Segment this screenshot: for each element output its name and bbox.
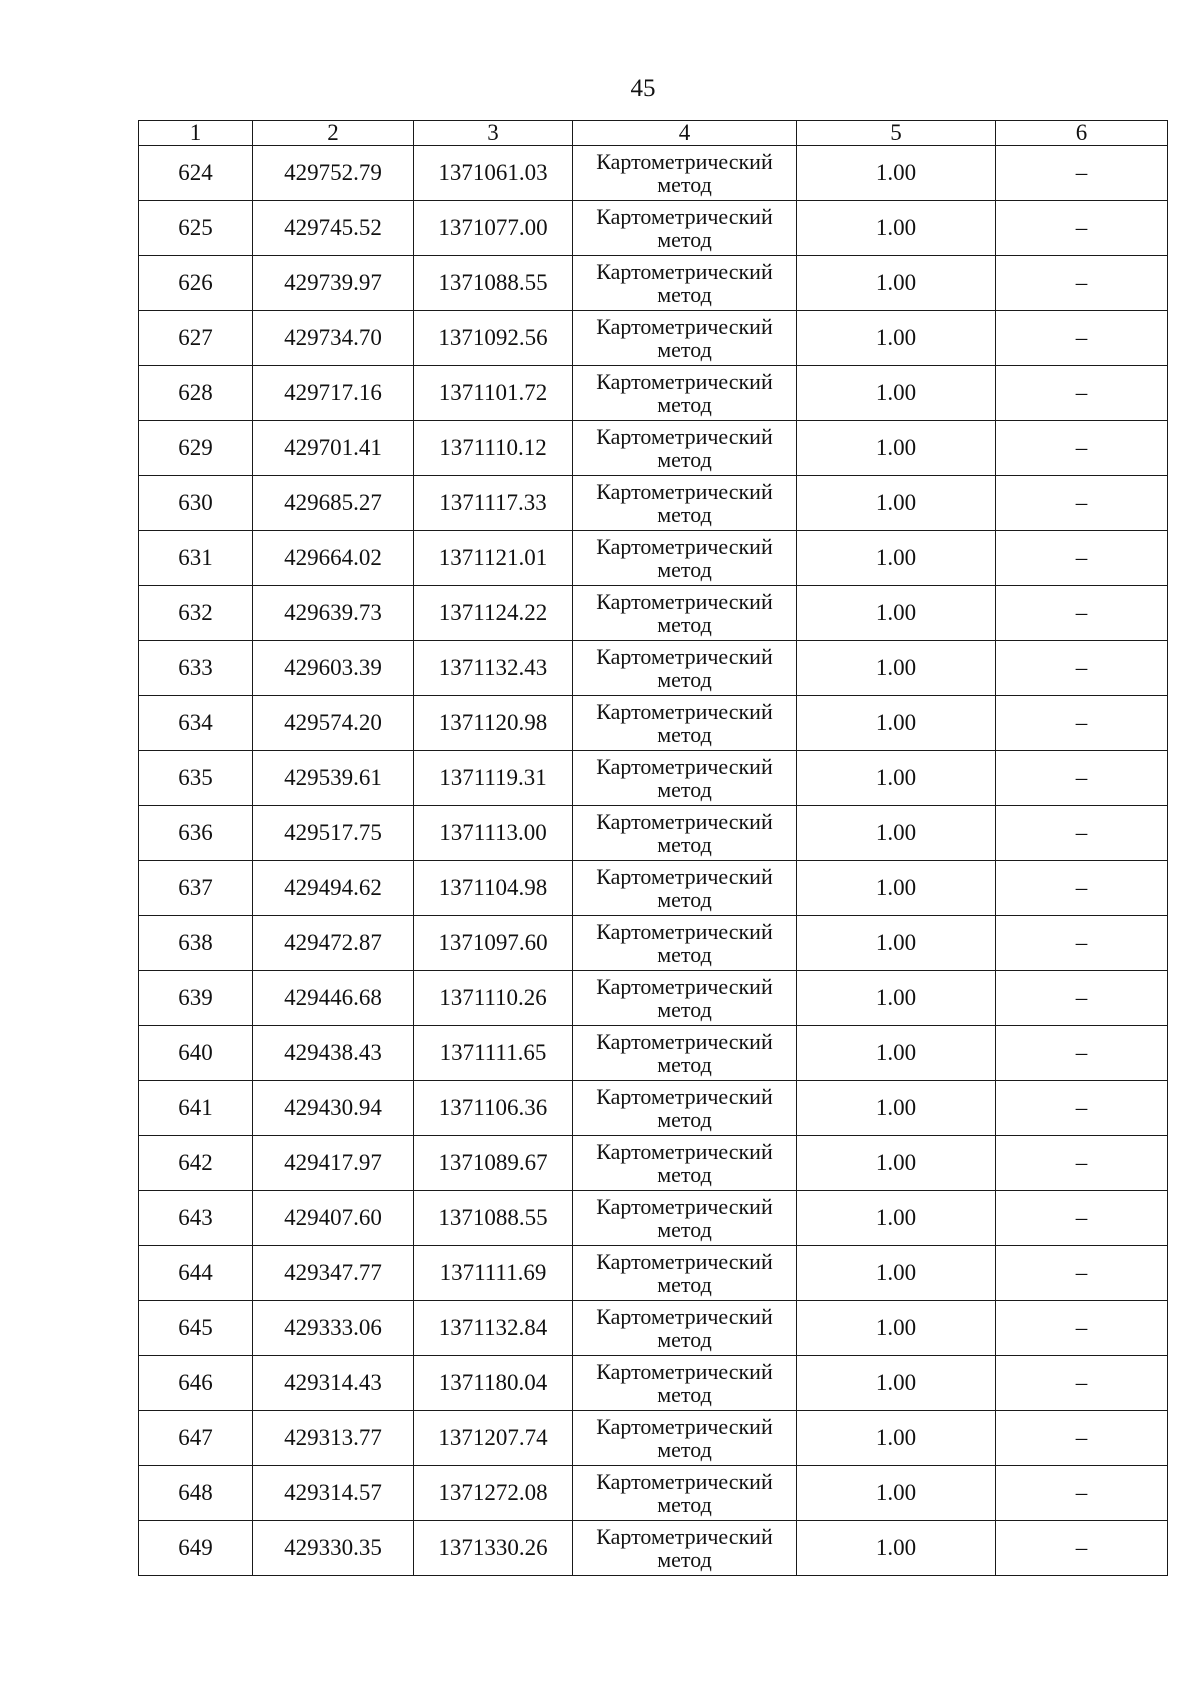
accuracy-cell: 1.00 (797, 641, 996, 696)
method-label-line2: метод (657, 1217, 712, 1242)
point-number-cell: 644 (139, 1246, 253, 1301)
method-cell (573, 751, 797, 806)
page-number: 45 (630, 75, 656, 102)
y-coordinate-cell: 1371207.74 (414, 1411, 573, 1466)
accuracy-cell: 1.00 (797, 916, 996, 971)
table-row (139, 1026, 1168, 1081)
table-row (139, 531, 1168, 586)
method-label-line1: Картометрический (596, 479, 773, 504)
column-header-6: 6 (996, 121, 1168, 146)
accuracy-cell: 1.00 (797, 1026, 996, 1081)
table-row (139, 256, 1168, 311)
x-coordinate-cell: 429313.77 (253, 1411, 414, 1466)
point-number-cell: 646 (139, 1356, 253, 1411)
note-cell: – (996, 146, 1168, 201)
table-row (139, 1191, 1168, 1246)
y-coordinate-cell: 1371124.22 (414, 586, 573, 641)
point-number-cell: 637 (139, 861, 253, 916)
method-label-line2: метод (657, 1052, 712, 1077)
method-label-line2: метод (657, 1382, 712, 1407)
y-coordinate-cell: 1371119.31 (414, 751, 573, 806)
accuracy-cell: 1.00 (797, 476, 996, 531)
method-label-line2: метод (657, 612, 712, 637)
point-number-cell: 649 (139, 1521, 253, 1576)
method-label-line1: Картометрический (596, 1414, 773, 1439)
method-cell (573, 586, 797, 641)
note-cell: – (996, 1466, 1168, 1521)
header-row (139, 121, 1168, 146)
method-label-line1: Картометрический (596, 1469, 773, 1494)
method-label-line2: метод (657, 1437, 712, 1462)
method-label-line1: Картометрический (596, 864, 773, 889)
y-coordinate-cell: 1371097.60 (414, 916, 573, 971)
point-number-cell: 630 (139, 476, 253, 531)
method-cell (573, 861, 797, 916)
method-label-line1: Картометрический (596, 1524, 773, 1549)
table-row (139, 421, 1168, 476)
x-coordinate-cell: 429517.75 (253, 806, 414, 861)
accuracy-cell: 1.00 (797, 751, 996, 806)
note-cell: – (996, 1521, 1168, 1576)
method-cell (573, 1521, 797, 1576)
method-label-line1: Картометрический (596, 1029, 773, 1054)
accuracy-cell: 1.00 (797, 586, 996, 641)
method-cell (573, 806, 797, 861)
method-cell (573, 1301, 797, 1356)
x-coordinate-cell: 429407.60 (253, 1191, 414, 1246)
method-label-line1: Картометрический (596, 699, 773, 724)
y-coordinate-cell: 1371272.08 (414, 1466, 573, 1521)
x-coordinate-cell: 429603.39 (253, 641, 414, 696)
method-label-line1: Картометрический (596, 1249, 773, 1274)
y-coordinate-cell: 1371077.00 (414, 201, 573, 256)
table-row (139, 1411, 1168, 1466)
table-row (139, 1466, 1168, 1521)
point-number-cell: 624 (139, 146, 253, 201)
column-header-2: 2 (253, 121, 414, 146)
x-coordinate-cell: 429494.62 (253, 861, 414, 916)
table-row (139, 311, 1168, 366)
x-coordinate-cell: 429438.43 (253, 1026, 414, 1081)
accuracy-cell: 1.00 (797, 1466, 996, 1521)
table-row (139, 806, 1168, 861)
method-label-line1: Картометрический (596, 1139, 773, 1164)
method-label-line1: Картометрический (596, 644, 773, 669)
x-coordinate-cell: 429752.79 (253, 146, 414, 201)
x-coordinate-cell: 429539.61 (253, 751, 414, 806)
method-label-line1: Картометрический (596, 424, 773, 449)
method-label-line1: Картометрический (596, 1084, 773, 1109)
y-coordinate-cell: 1371111.65 (414, 1026, 573, 1081)
point-number-cell: 638 (139, 916, 253, 971)
note-cell: – (996, 1136, 1168, 1191)
y-coordinate-cell: 1371132.84 (414, 1301, 573, 1356)
method-label-line1: Картометрический (596, 1304, 773, 1329)
note-cell: – (996, 586, 1168, 641)
point-number-cell: 641 (139, 1081, 253, 1136)
method-cell (573, 1136, 797, 1191)
y-coordinate-cell: 1371106.36 (414, 1081, 573, 1136)
note-cell: – (996, 1026, 1168, 1081)
coordinates-table (138, 120, 1168, 1576)
table-row (139, 1521, 1168, 1576)
y-coordinate-cell: 1371113.00 (414, 806, 573, 861)
note-cell: – (996, 201, 1168, 256)
note-cell: – (996, 861, 1168, 916)
method-label-line2: метод (657, 172, 712, 197)
x-coordinate-cell: 429333.06 (253, 1301, 414, 1356)
accuracy-cell: 1.00 (797, 146, 996, 201)
table-row (139, 201, 1168, 256)
method-cell (573, 971, 797, 1026)
table-body (139, 146, 1168, 1576)
method-label-line2: метод (657, 502, 712, 527)
y-coordinate-cell: 1371104.98 (414, 861, 573, 916)
note-cell: – (996, 366, 1168, 421)
y-coordinate-cell: 1371101.72 (414, 366, 573, 421)
method-label-line1: Картометрический (596, 259, 773, 284)
x-coordinate-cell: 429314.57 (253, 1466, 414, 1521)
point-number-cell: 626 (139, 256, 253, 311)
point-number-cell: 631 (139, 531, 253, 586)
table-row (139, 366, 1168, 421)
method-cell (573, 201, 797, 256)
method-cell (573, 1466, 797, 1521)
note-cell: – (996, 1356, 1168, 1411)
y-coordinate-cell: 1371089.67 (414, 1136, 573, 1191)
point-number-cell: 636 (139, 806, 253, 861)
method-cell (573, 916, 797, 971)
method-label-line2: метод (657, 1547, 712, 1572)
accuracy-cell: 1.00 (797, 861, 996, 916)
method-label-line2: метод (657, 447, 712, 472)
method-label-line1: Картометрический (596, 534, 773, 559)
table-row (139, 1136, 1168, 1191)
method-label-line1: Картометрический (596, 754, 773, 779)
point-number-cell: 634 (139, 696, 253, 751)
method-label-line1: Картометрический (596, 974, 773, 999)
method-label-line2: метод (657, 997, 712, 1022)
point-number-cell: 632 (139, 586, 253, 641)
x-coordinate-cell: 429574.20 (253, 696, 414, 751)
table-row (139, 1301, 1168, 1356)
method-label-line2: метод (657, 1162, 712, 1187)
method-label-line2: метод (657, 1492, 712, 1517)
method-label-line2: метод (657, 282, 712, 307)
point-number-cell: 633 (139, 641, 253, 696)
accuracy-cell: 1.00 (797, 1411, 996, 1466)
method-cell (573, 1026, 797, 1081)
y-coordinate-cell: 1371061.03 (414, 146, 573, 201)
y-coordinate-cell: 1371117.33 (414, 476, 573, 531)
table-row (139, 1246, 1168, 1301)
method-cell (573, 1356, 797, 1411)
method-cell (573, 1246, 797, 1301)
y-coordinate-cell: 1371121.01 (414, 531, 573, 586)
x-coordinate-cell: 429347.77 (253, 1246, 414, 1301)
accuracy-cell: 1.00 (797, 421, 996, 476)
method-cell (573, 476, 797, 531)
y-coordinate-cell: 1371180.04 (414, 1356, 573, 1411)
table-row (139, 146, 1168, 201)
accuracy-cell: 1.00 (797, 696, 996, 751)
table-row (139, 586, 1168, 641)
note-cell: – (996, 1191, 1168, 1246)
x-coordinate-cell: 429745.52 (253, 201, 414, 256)
table-row (139, 1356, 1168, 1411)
method-cell (573, 421, 797, 476)
method-label-line2: метод (657, 722, 712, 747)
method-label-line1: Картометрический (596, 149, 773, 174)
x-coordinate-cell: 429685.27 (253, 476, 414, 531)
y-coordinate-cell: 1371111.69 (414, 1246, 573, 1301)
method-label-line1: Картометрический (596, 589, 773, 614)
note-cell: – (996, 1246, 1168, 1301)
accuracy-cell: 1.00 (797, 1356, 996, 1411)
table-row (139, 861, 1168, 916)
column-header-3: 3 (414, 121, 573, 146)
method-label-line1: Картометрический (596, 1359, 773, 1384)
point-number-cell: 643 (139, 1191, 253, 1246)
method-label-line1: Картометрический (596, 314, 773, 339)
accuracy-cell: 1.00 (797, 1521, 996, 1576)
x-coordinate-cell: 429701.41 (253, 421, 414, 476)
point-number-cell: 635 (139, 751, 253, 806)
note-cell: – (996, 751, 1168, 806)
method-cell (573, 696, 797, 751)
note-cell: – (996, 256, 1168, 311)
accuracy-cell: 1.00 (797, 806, 996, 861)
note-cell: – (996, 476, 1168, 531)
table-row (139, 641, 1168, 696)
point-number-cell: 639 (139, 971, 253, 1026)
method-label-line2: метод (657, 337, 712, 362)
point-number-cell: 628 (139, 366, 253, 421)
method-cell (573, 146, 797, 201)
y-coordinate-cell: 1371088.55 (414, 1191, 573, 1246)
y-coordinate-cell: 1371132.43 (414, 641, 573, 696)
accuracy-cell: 1.00 (797, 1246, 996, 1301)
accuracy-cell: 1.00 (797, 256, 996, 311)
accuracy-cell: 1.00 (797, 1191, 996, 1246)
point-number-cell: 648 (139, 1466, 253, 1521)
method-label-line2: метод (657, 1107, 712, 1132)
method-label-line2: метод (657, 832, 712, 857)
method-label-line2: метод (657, 777, 712, 802)
column-header-5: 5 (797, 121, 996, 146)
note-cell: – (996, 696, 1168, 751)
note-cell: – (996, 311, 1168, 366)
method-cell (573, 366, 797, 421)
point-number-cell: 647 (139, 1411, 253, 1466)
column-header-1: 1 (139, 121, 253, 146)
note-cell: – (996, 971, 1168, 1026)
x-coordinate-cell: 429330.35 (253, 1521, 414, 1576)
x-coordinate-cell: 429446.68 (253, 971, 414, 1026)
point-number-cell: 627 (139, 311, 253, 366)
note-cell: – (996, 916, 1168, 971)
accuracy-cell: 1.00 (797, 531, 996, 586)
note-cell: – (996, 531, 1168, 586)
method-label-line2: метод (657, 1327, 712, 1352)
method-label-line1: Картометрический (596, 809, 773, 834)
x-coordinate-cell: 429717.16 (253, 366, 414, 421)
accuracy-cell: 1.00 (797, 971, 996, 1026)
note-cell: – (996, 421, 1168, 476)
method-label-line2: метод (657, 942, 712, 967)
x-coordinate-cell: 429430.94 (253, 1081, 414, 1136)
point-number-cell: 625 (139, 201, 253, 256)
method-cell (573, 256, 797, 311)
table-row (139, 916, 1168, 971)
method-cell (573, 531, 797, 586)
y-coordinate-cell: 1371120.98 (414, 696, 573, 751)
y-coordinate-cell: 1371110.26 (414, 971, 573, 1026)
note-cell: – (996, 1411, 1168, 1466)
table-header (139, 121, 1168, 146)
table-row (139, 476, 1168, 531)
table-row (139, 971, 1168, 1026)
method-label-line1: Картометрический (596, 204, 773, 229)
point-number-cell: 645 (139, 1301, 253, 1356)
point-number-cell: 642 (139, 1136, 253, 1191)
method-cell (573, 311, 797, 366)
accuracy-cell: 1.00 (797, 1301, 996, 1356)
method-label-line2: метод (657, 557, 712, 582)
method-label-line2: метод (657, 1272, 712, 1297)
y-coordinate-cell: 1371092.56 (414, 311, 573, 366)
point-number-cell: 629 (139, 421, 253, 476)
method-label-line2: метод (657, 392, 712, 417)
y-coordinate-cell: 1371110.12 (414, 421, 573, 476)
x-coordinate-cell: 429314.43 (253, 1356, 414, 1411)
y-coordinate-cell: 1371088.55 (414, 256, 573, 311)
table-row (139, 751, 1168, 806)
method-label-line1: Картометрический (596, 1194, 773, 1219)
accuracy-cell: 1.00 (797, 311, 996, 366)
accuracy-cell: 1.00 (797, 366, 996, 421)
note-cell: – (996, 1301, 1168, 1356)
method-label-line2: метод (657, 227, 712, 252)
x-coordinate-cell: 429417.97 (253, 1136, 414, 1191)
x-coordinate-cell: 429639.73 (253, 586, 414, 641)
method-label-line1: Картометрический (596, 369, 773, 394)
method-label-line1: Картометрический (596, 919, 773, 944)
x-coordinate-cell: 429664.02 (253, 531, 414, 586)
accuracy-cell: 1.00 (797, 201, 996, 256)
accuracy-cell: 1.00 (797, 1136, 996, 1191)
note-cell: – (996, 1081, 1168, 1136)
x-coordinate-cell: 429734.70 (253, 311, 414, 366)
method-cell (573, 1081, 797, 1136)
x-coordinate-cell: 429472.87 (253, 916, 414, 971)
table-row (139, 696, 1168, 751)
method-cell (573, 1411, 797, 1466)
table-row (139, 1081, 1168, 1136)
y-coordinate-cell: 1371330.26 (414, 1521, 573, 1576)
method-label-line2: метод (657, 887, 712, 912)
x-coordinate-cell: 429739.97 (253, 256, 414, 311)
point-number-cell: 640 (139, 1026, 253, 1081)
note-cell: – (996, 641, 1168, 696)
accuracy-cell: 1.00 (797, 1081, 996, 1136)
note-cell: – (996, 806, 1168, 861)
method-cell (573, 1191, 797, 1246)
method-label-line2: метод (657, 667, 712, 692)
column-header-4: 4 (573, 121, 797, 146)
method-cell (573, 641, 797, 696)
